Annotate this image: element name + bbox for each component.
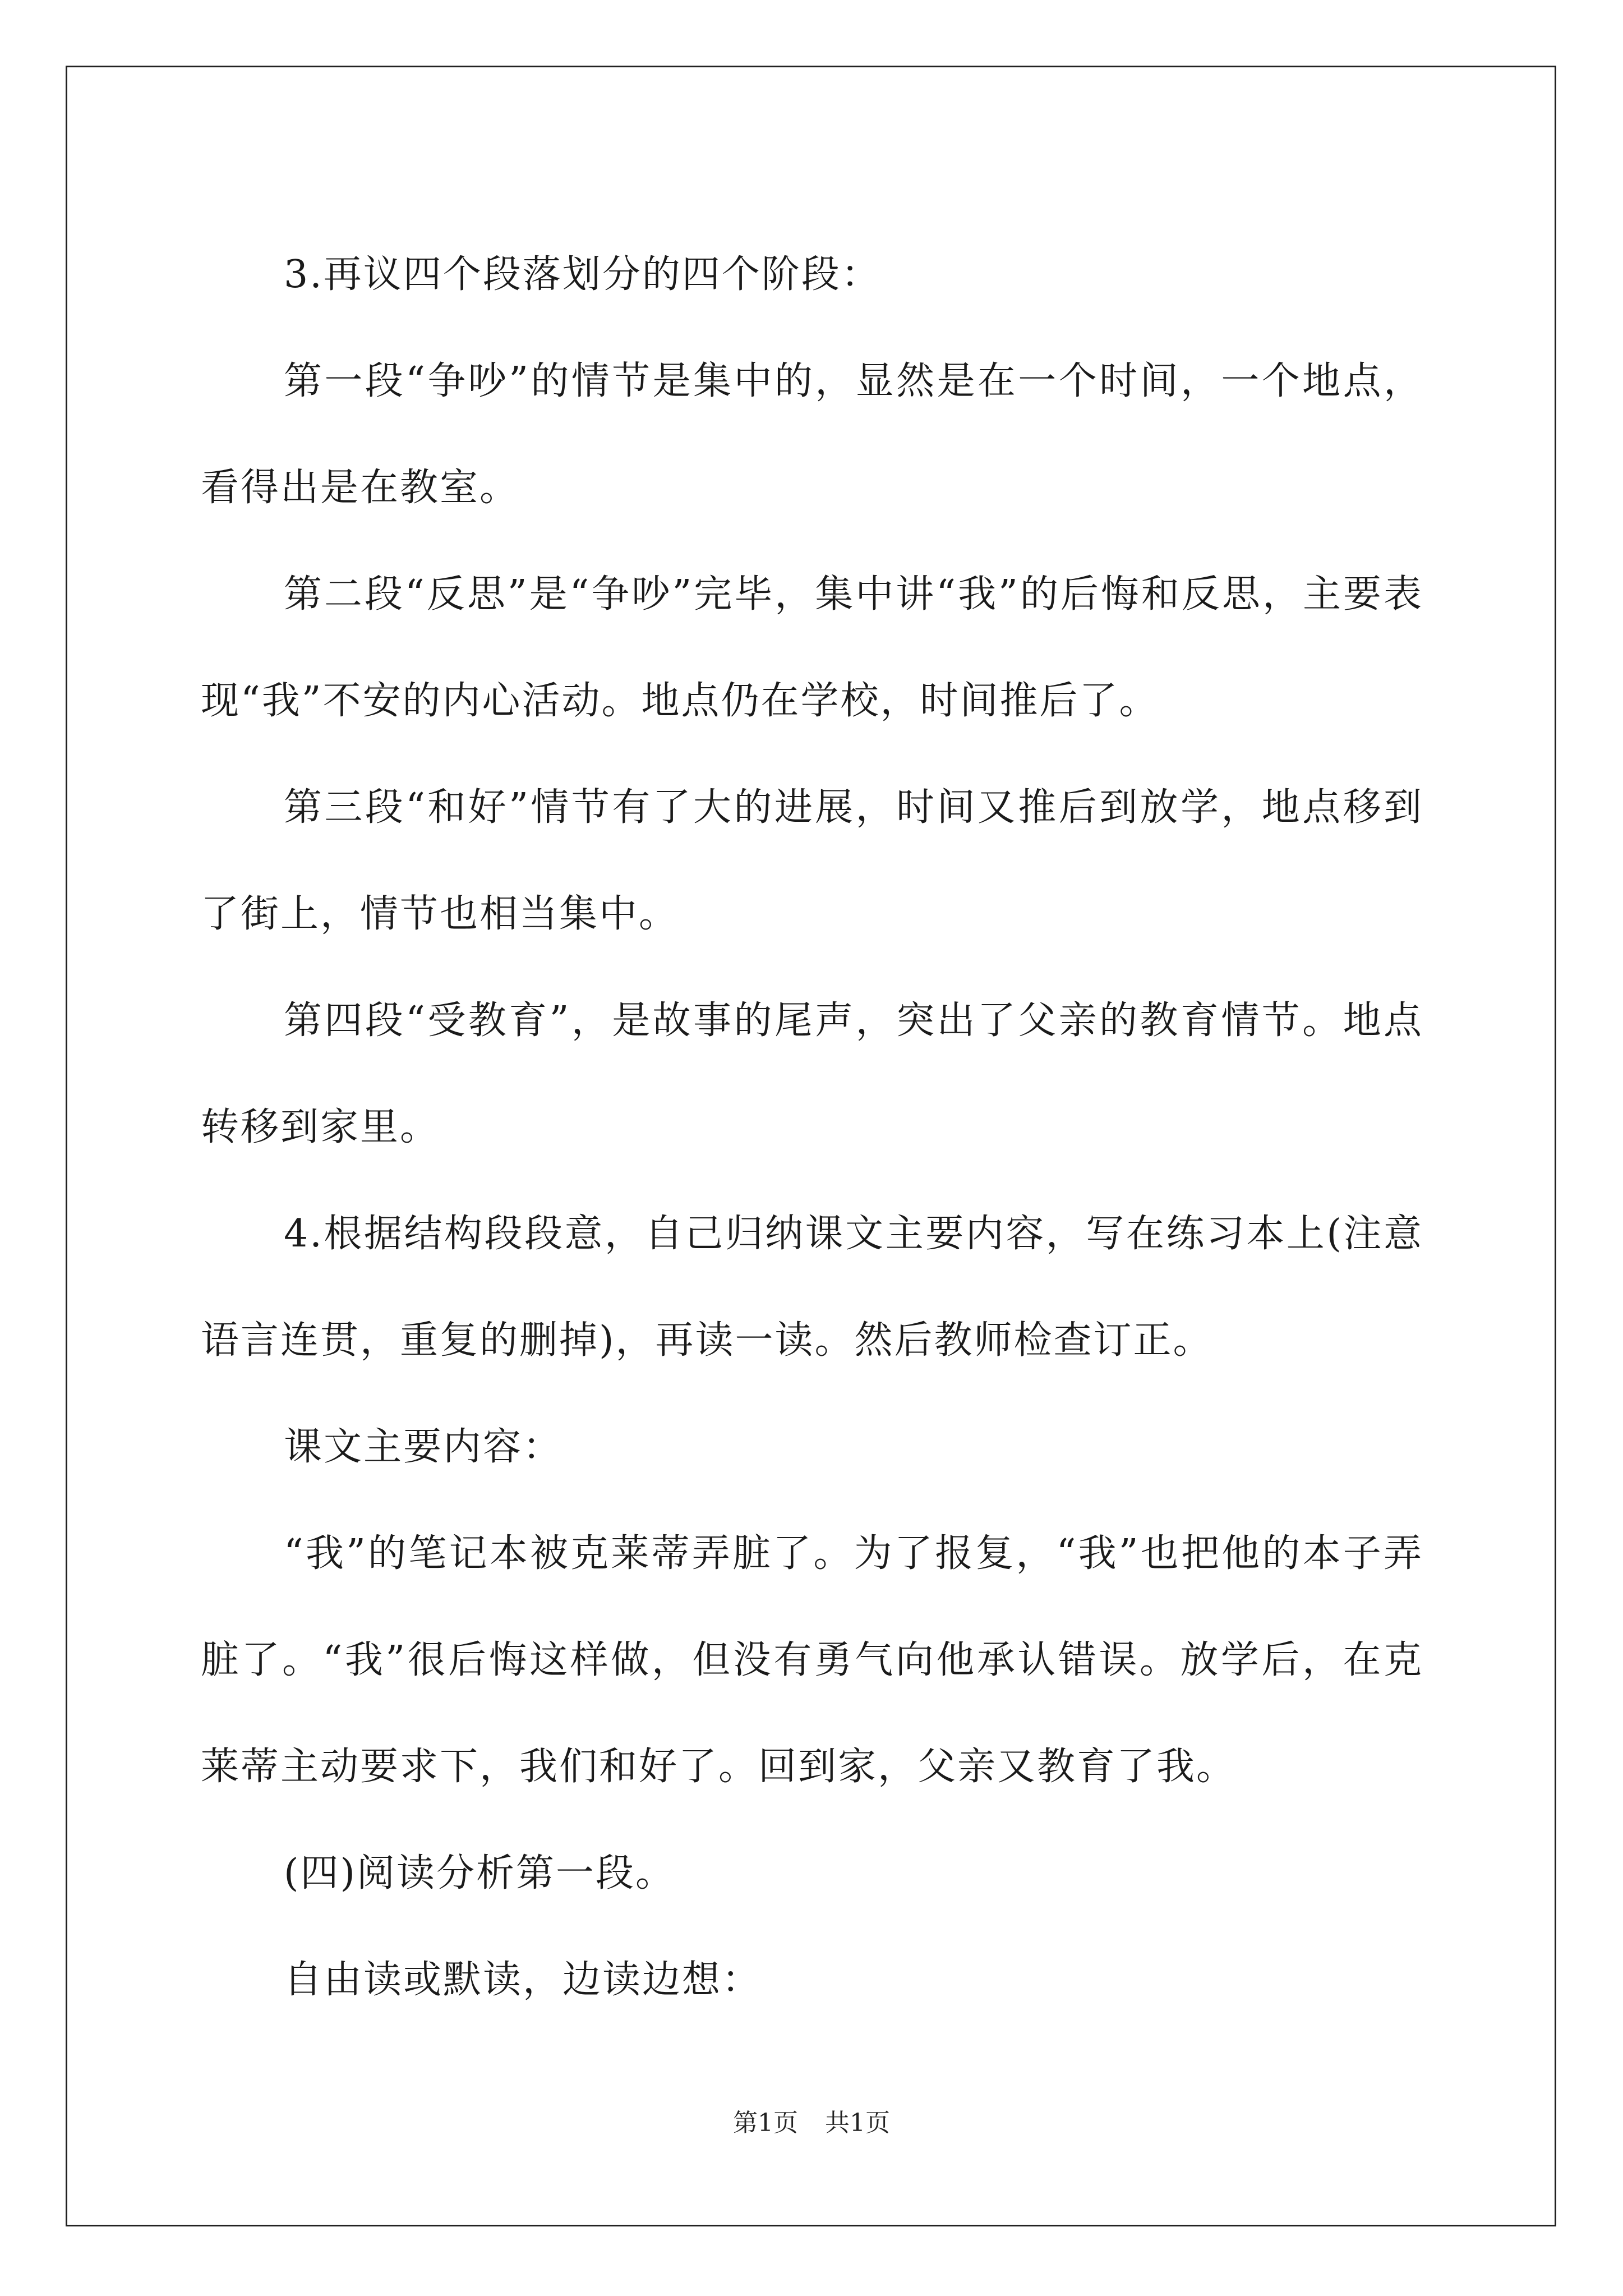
paragraph-2: 第一段“争吵”的情节是集中的，显然是在一个时间，一个地点，看得出是在教室。 (201, 359, 1423, 510)
paragraph-10: 自由读或默读，边读边想： (284, 1958, 762, 2002)
paragraph-8: “我”的笔记本被克莱蒂弄脏了。为了报复，“我”也把他的本子弄脏了。“我”很后悔这样做，但没有勇气向他承认错误。放学后，在克莱蒂主动要求下，我们和好了。回到家，父亲又教育了我。 (201, 1531, 1423, 1789)
page-footer (0, 2106, 1623, 2140)
paragraph-3: 第二段“反思”是“争吵”完毕，集中讲“我”的后悔和反思，主要表现“我”不安的内心活动。地点仍在学校，时间推后了。 (201, 572, 1423, 723)
paragraph-1: 3.再议四个段落划分的四个阶段： (284, 252, 881, 297)
paragraph-5: 第四段“受教育”，是故事的尾声，突出了父亲的教育情节。地点转移到家里。 (201, 999, 1423, 1149)
paragraph-7: 课文主要内容： (284, 1425, 563, 1469)
document-body (201, 222, 1423, 2033)
paragraph-9: (四)阅读分析第一段。 (284, 1851, 676, 1895)
paragraph-4: 第三段“和好”情节有了大的进展，时间又推后到放学，地点移到了街上，情节也相当集中。 (201, 785, 1423, 936)
page-number-current: 第1页 (733, 2109, 798, 2137)
paragraph-6: 4.根据结构段段意，自己归纳课文主要内容，写在练习本上(注意语言连贯，重复的删掉)，再读一读。然后教师检查订正。 (201, 1212, 1423, 1363)
page-number-total: 共1页 (825, 2109, 890, 2137)
